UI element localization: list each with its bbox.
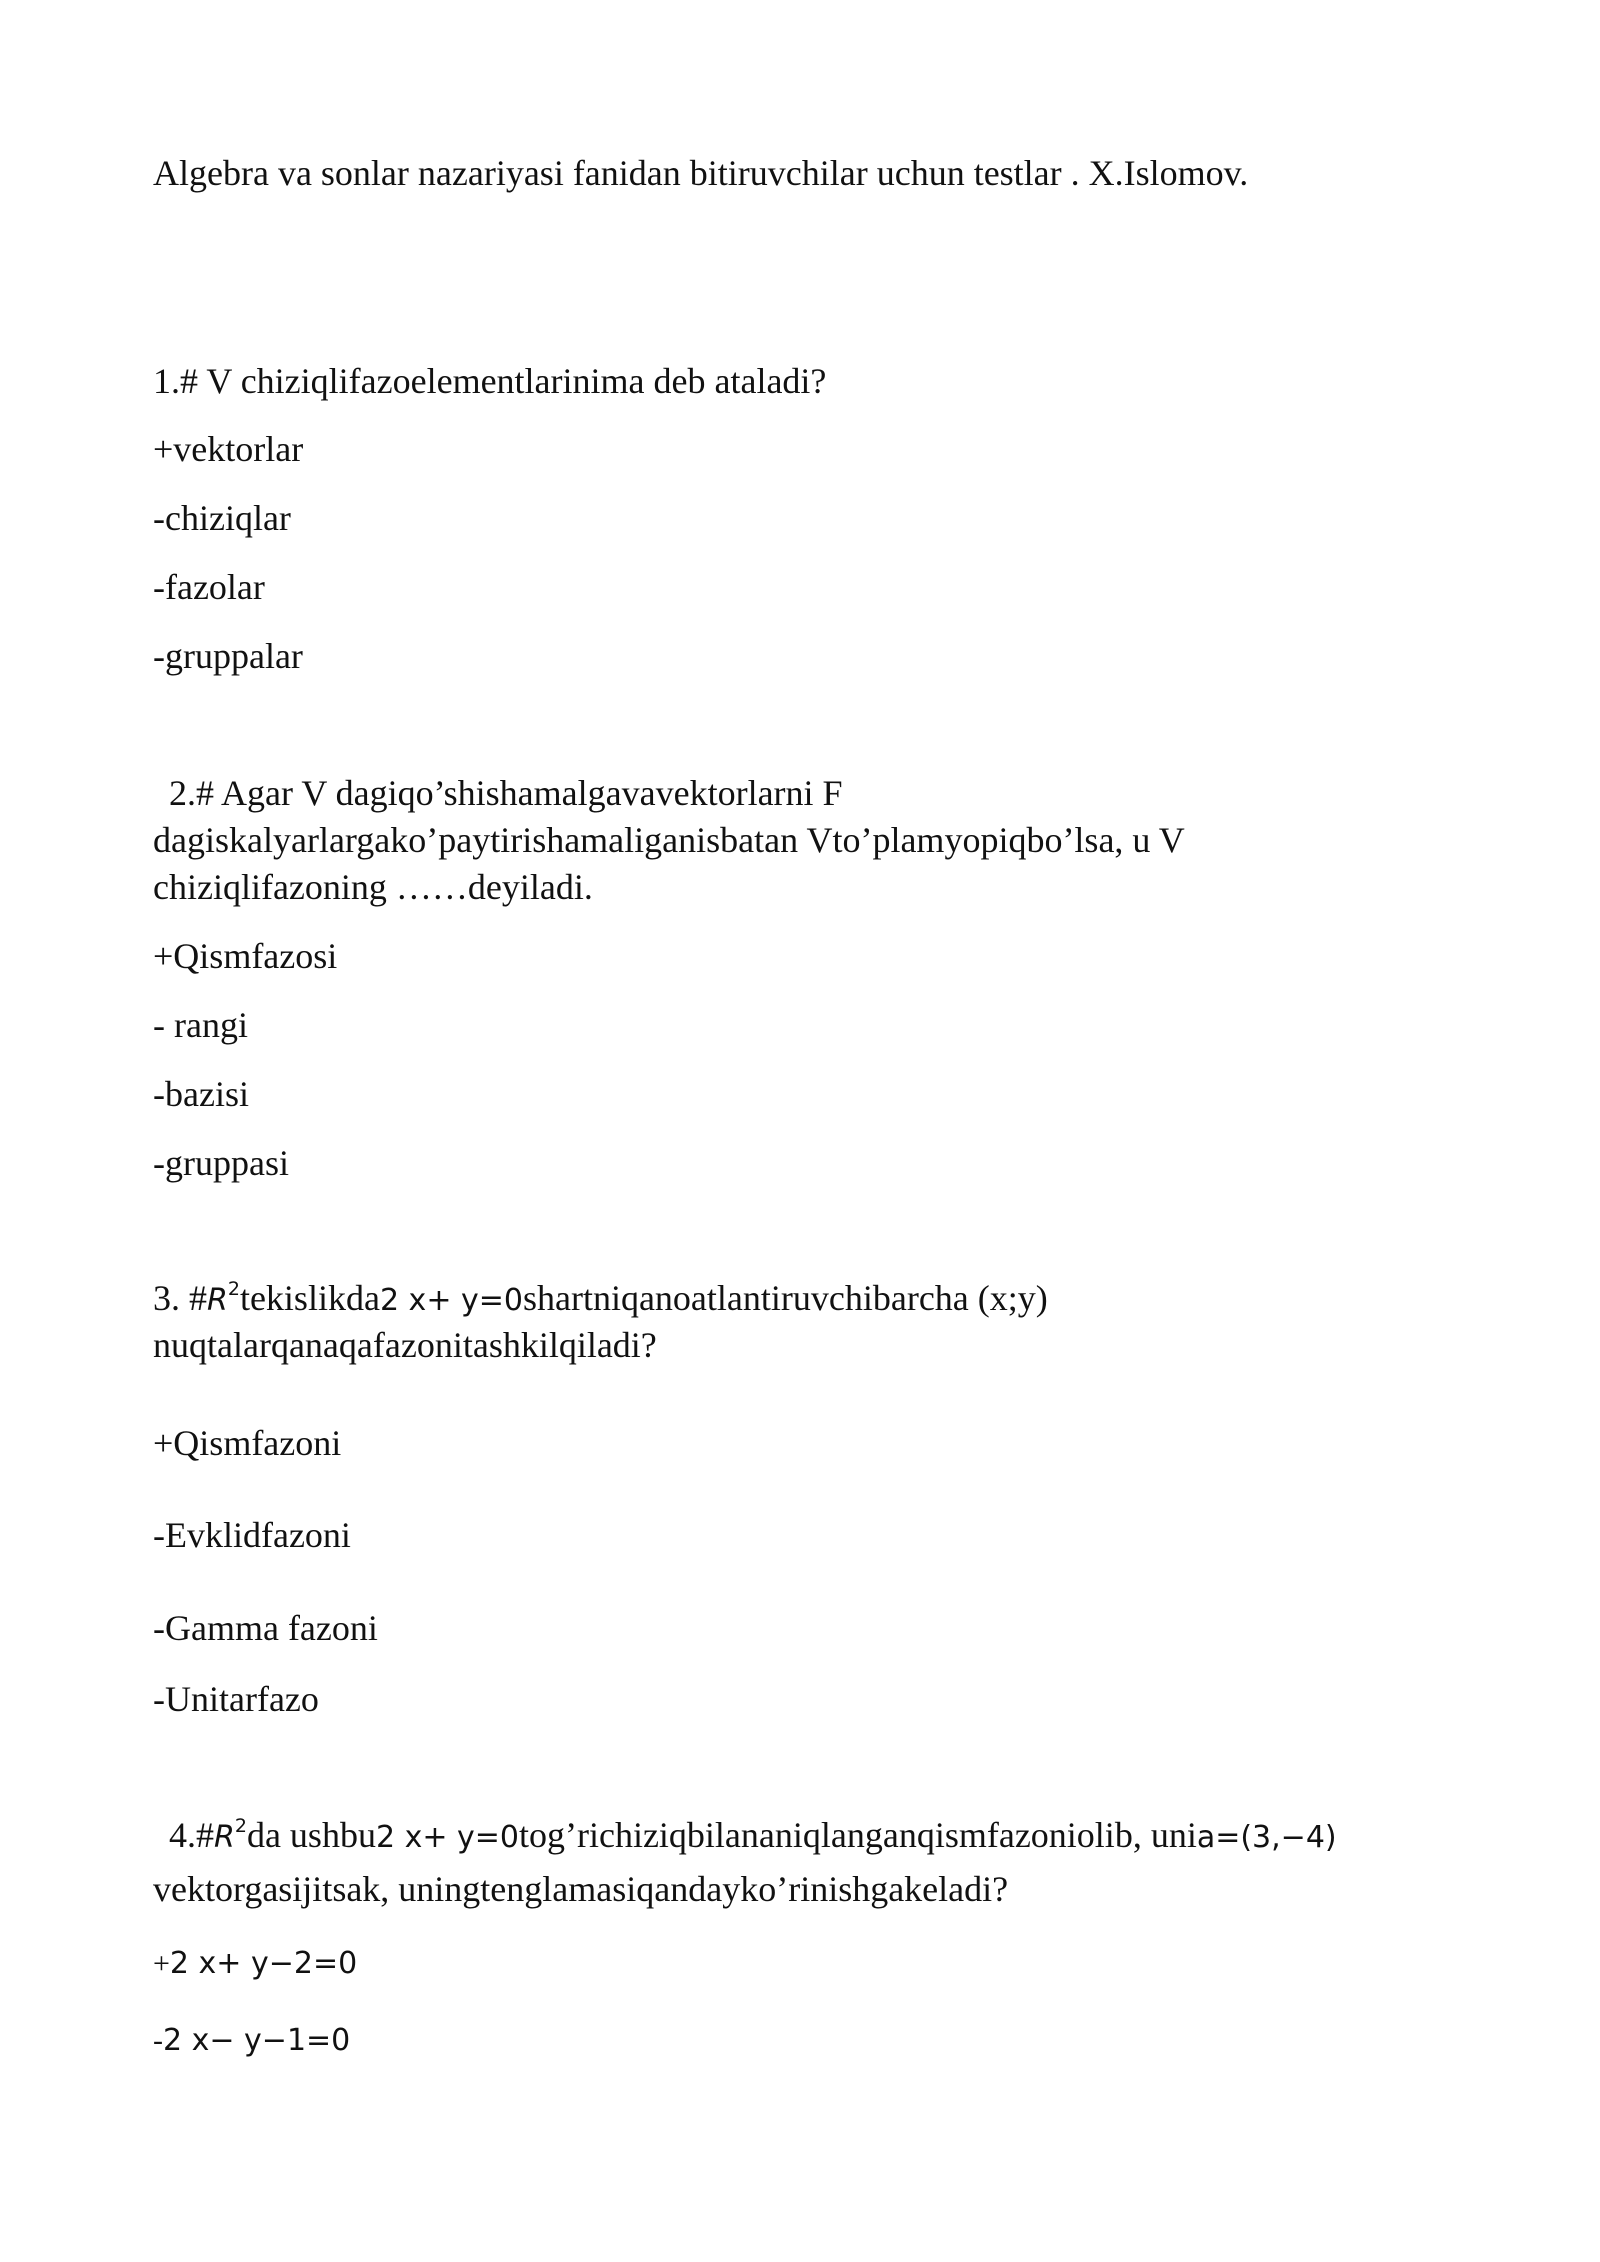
question-4-prefix: 4.# — [169, 1815, 214, 1855]
question-3-word: tekislikda — [239, 1278, 380, 1318]
question-1-text: 1.# V chiziqlifazoelementlarinima deb ataladi? — [153, 361, 827, 401]
line-equation: 2 x+ y=0 — [375, 1820, 519, 1855]
question-4-text-line-1 — [153, 1812, 1337, 1859]
question-4-answer-b: -2 x− y−1=0 — [153, 2023, 351, 2058]
question-3-text-line-2: nuqtalarqanaqafazonitashkilqiladi? — [153, 1325, 657, 1365]
shift-vector: a=(3,−4) — [1196, 1820, 1337, 1855]
question-1-answer-a: +vektorlar — [153, 429, 304, 469]
question-2-answer-c: -bazisi — [153, 1074, 249, 1114]
question-3-prefix: 3. # — [153, 1278, 207, 1318]
question-3-answer-c: -Gamma fazoni — [153, 1608, 378, 1648]
question-2-answer-d: -gruppasi — [153, 1143, 289, 1183]
equation: 2 x+ y=0 — [379, 1283, 523, 1318]
question-3-answer-a: +Qismfazoni — [153, 1423, 342, 1463]
question-3-answer-d: -Unitarfazo — [153, 1679, 319, 1719]
question-3-text-line-1 — [153, 1275, 1048, 1322]
space-symbol: $R^2$ — [207, 1278, 240, 1318]
question-2-text-line-1: 2.# Agar V dagiqo’shishamalgavavektorlarni F — [169, 773, 843, 813]
question-2-text-line-2: dagiskalyarlargako’paytirishamaliganisbatan Vto’plamyopiqbo’lsa, u V — [153, 820, 1185, 860]
question-2-answer-b: - rangi — [153, 1005, 248, 1045]
question-3-rest: shartniqanoatlantiruvchibarcha (x;y) — [522, 1278, 1048, 1318]
question-2-text-line-3: chiziqlifazoning ……deyiladi. — [153, 867, 593, 907]
question-4-text-line-2: vektorgasijitsak, uningtenglamasiqandayko’rinishgakeladi? — [153, 1869, 1009, 1909]
question-4-middle: tog’richiziqbilananiqlanganqismfazoniolib, uni — [518, 1815, 1197, 1855]
question-3-answer-b: -Evklidfazoni — [153, 1515, 351, 1555]
question-4-answer-a: +2 x+ y−2=0 — [153, 1946, 358, 1981]
question-1-answer-b: -chiziqlar — [153, 498, 291, 538]
question-2-answer-a: +Qismfazosi — [153, 936, 338, 976]
space-symbol: $R^2$ — [214, 1815, 247, 1855]
question-1-answer-d: -gruppalar — [153, 636, 303, 676]
question-4-word: da ushbu — [246, 1815, 376, 1855]
document-title: Algebra va sonlar nazariyasi fanidan bitiruvchilar uchun testlar . X.Islomov. — [153, 153, 1249, 193]
question-1-answer-c: -fazolar — [153, 567, 265, 607]
